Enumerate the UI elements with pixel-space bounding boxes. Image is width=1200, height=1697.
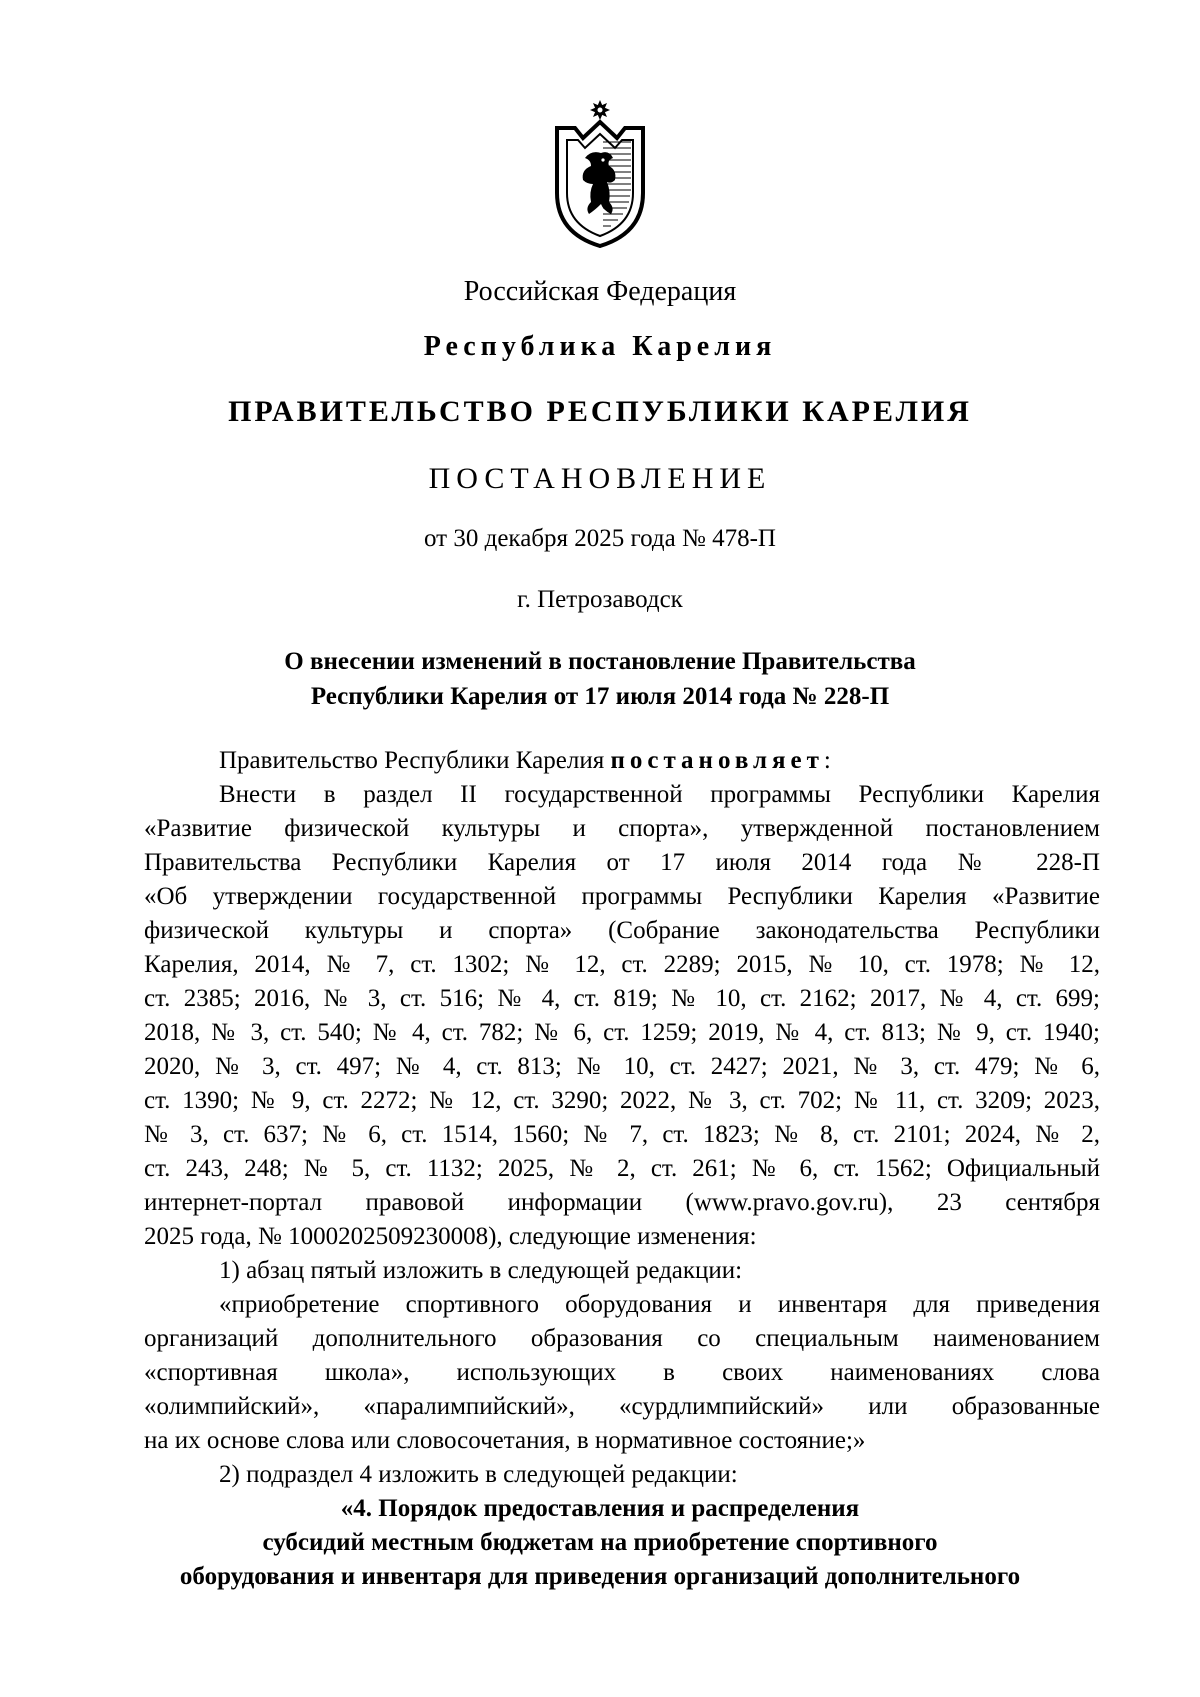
preamble-colon: : xyxy=(823,747,831,774)
body-line: Внести в раздел II государственной программы Республики Карелия xyxy=(219,781,1100,808)
body-line: «Об утверждении государственной программы Республики Карелия «Развитие xyxy=(144,883,1100,910)
body-line: № 3, ст. 637; № 6, ст. 1514, 1560; № 7, ст. 1823; № 8, ст. 2101; 2024, № 2, xyxy=(144,1121,1100,1148)
body-line: «Развитие физической культуры и спорта», утвержденной постановлением xyxy=(144,815,1100,842)
government-name: ПРАВИТЕЛЬСТВО РЕСПУБЛИКИ КАРЕЛИЯ xyxy=(228,395,972,428)
body-line: на их основе слова или словосочетания, в нормативное состояние;» xyxy=(144,1427,866,1454)
karelia-coat-of-arms-icon xyxy=(545,98,655,248)
document-date-number: от 30 декабря 2025 года № 478-П xyxy=(424,525,776,552)
body-line: ст. 2385; 2016, № 3, ст. 516; № 4, ст. 819; № 10, ст. 2162; 2017, № 4, ст. 699; xyxy=(144,985,1100,1012)
body-line: ст. 1390; № 9, ст. 2272; № 12, ст. 3290; 2022, № 3, ст. 702; № 11, ст. 3209; 2023, xyxy=(144,1087,1100,1114)
main-body xyxy=(144,778,1100,1492)
body-line: интернет-портал правовой информации (www.pravo.gov.ru), 23 сентября xyxy=(144,1189,1100,1216)
body-line: 2025 года, № 1000202509230008), следующие изменения: xyxy=(144,1223,757,1250)
body-line: Карелия, 2014, № 7, ст. 1302; № 12, ст. 2289; 2015, № 10, ст. 1978; № 12, xyxy=(144,951,1100,978)
body-line: «олимпийский», «паралимпийский», «сурдлимпийский» или образованные xyxy=(144,1393,1100,1420)
body-line: организаций дополнительного образования со специальным наименованием xyxy=(144,1325,1100,1352)
body-line: ст. 243, 248; № 5, ст. 1132; 2025, № 2, ст. 261; № 6, ст. 1562; Официальный xyxy=(144,1155,1100,1182)
body-line: физической культуры и спорта» (Собрание законодательства Республики xyxy=(144,917,1100,944)
subsection-title-line-1: «4. Порядок предоставления и распределения xyxy=(340,1495,860,1522)
document-city: г. Петрозаводск xyxy=(517,586,683,613)
document-title-line-1: О внесении изменений в постановление Правительства xyxy=(284,648,916,675)
body-line: 2020, № 3, ст. 497; № 4, ст. 813; № 10, ст. 2427; 2021, № 3, ст. 479; № 6, xyxy=(144,1053,1100,1080)
country-name: Российская Федерация xyxy=(463,276,737,307)
body-line: «спортивная школа», использующих в своих наименованиях слова xyxy=(144,1359,1100,1386)
subsection-title-line-3: оборудования и инвентаря для приведения организаций дополнительного xyxy=(179,1563,1021,1590)
republic-name: Республика Карелия xyxy=(423,331,777,362)
body-line: «приобретение спортивного оборудования и инвентаря для приведения xyxy=(219,1291,1100,1318)
subsection-title-line-2: субсидий местным бюджетам на приобретение спортивного xyxy=(262,1529,938,1556)
body-line: 2018, № 3, ст. 540; № 4, ст. 782; № 6, ст. 1259; 2019, № 4, ст. 813; № 9, ст. 1940; xyxy=(144,1019,1100,1046)
preamble-text: Правительство Республики Карелия xyxy=(219,747,611,774)
body-line: 1) абзац пятый изложить в следующей редакции: xyxy=(219,1257,743,1284)
body-line: 2) подраздел 4 изложить в следующей редакции: xyxy=(219,1461,738,1488)
decrees-word: постановляет xyxy=(610,747,824,774)
body-line: Правительства Республики Карелия от 17 июля 2014 года № 228-П xyxy=(144,849,1100,876)
document-type: ПОСТАНОВЛЕНИЕ xyxy=(428,462,772,495)
preamble xyxy=(144,744,1100,778)
document-title-line-2: Республики Карелия от 17 июля 2014 года № 228-П xyxy=(310,683,890,710)
